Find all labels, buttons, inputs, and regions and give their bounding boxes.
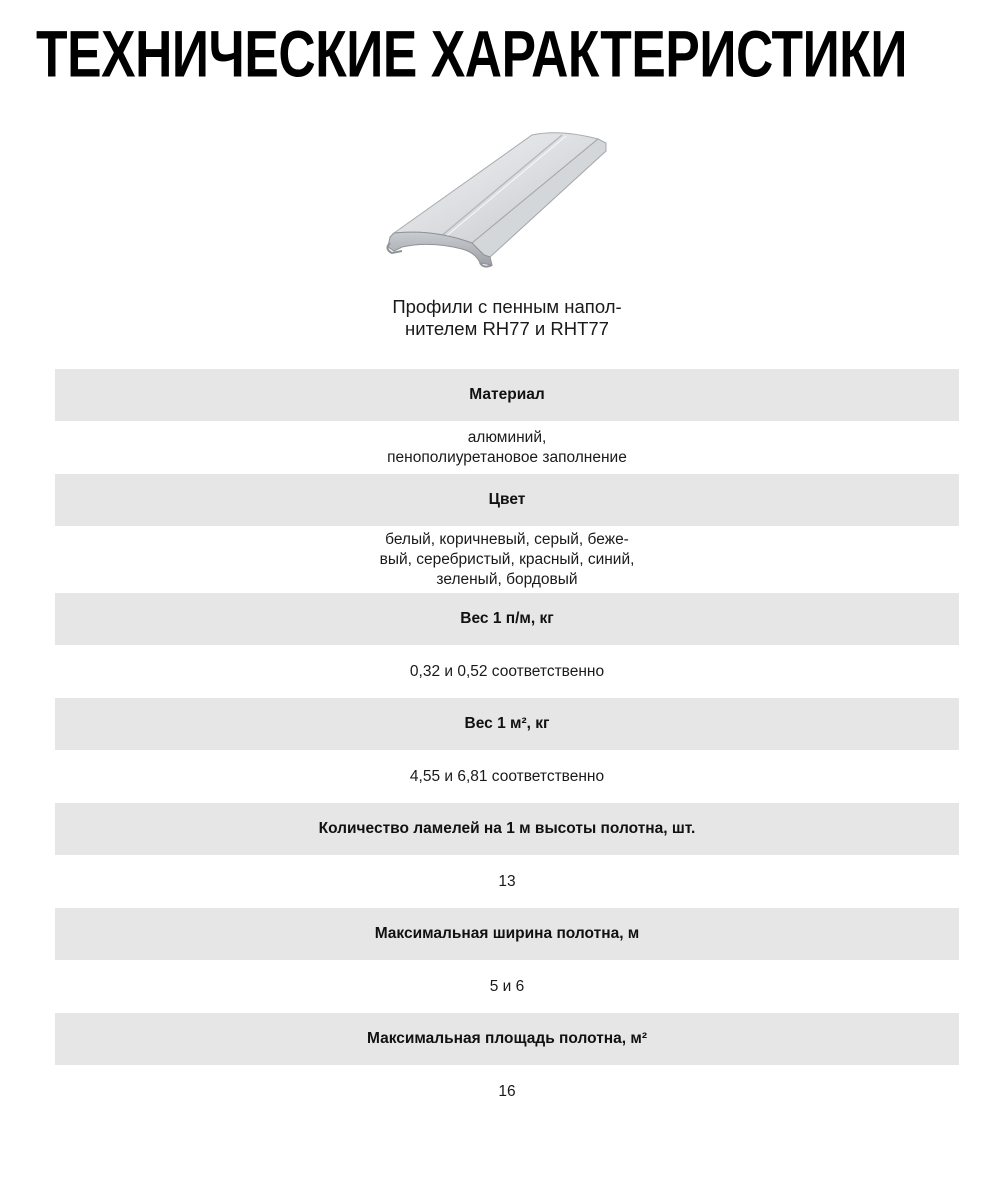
spec-value-max-width (55, 960, 959, 1013)
specifications-table (55, 369, 959, 1118)
spec-value-weight-per-sqm (55, 750, 959, 803)
spec-header-color: Цвет (55, 474, 959, 526)
spec-value-line: 0,32 и 0,52 соответственно (409, 662, 605, 680)
spec-value-line: 13 (498, 872, 516, 890)
caption-line-1: Профили с пенным напол- (392, 296, 622, 317)
aluminium-profile-icon (380, 125, 620, 275)
spec-value-line: пенополиуретановое заполнение (387, 448, 627, 466)
spec-value-material (55, 421, 959, 474)
caption-line-2: нителем RH77 и RHT77 (405, 318, 609, 339)
page-title: ТЕХНИЧЕСКИЕ ХАРАКТЕРИСТИКИ (36, 16, 908, 91)
spec-value-line: 5 и 6 (489, 977, 525, 995)
spec-value-color (55, 526, 959, 593)
spec-header-max-width: Максимальная ширина полотна, м (55, 908, 959, 960)
spec-value-line: зеленый, бордовый (436, 570, 578, 588)
spec-value-line: белый, коричневый, серый, беже- (385, 530, 629, 548)
spec-header-weight-per-meter: Вес 1 п/м, кг (55, 593, 959, 645)
spec-value-max-area (55, 1065, 959, 1118)
spec-value-line: 4,55 и 6,81 соответственно (409, 767, 605, 785)
spec-header-material: Материал (55, 369, 959, 421)
spec-header-max-area: Максимальная площадь полотна, м² (55, 1013, 959, 1065)
spec-header-slats-per-meter: Количество ламелей на 1 м высоты полотна, шт. (55, 803, 959, 855)
spec-value-line: алюминий, (467, 428, 547, 446)
spec-value-line: вый, серебристый, красный, синий, (379, 550, 635, 568)
spec-value-line: 16 (498, 1082, 516, 1100)
spec-value-slats-per-meter (55, 855, 959, 908)
profile-caption (300, 296, 714, 340)
spec-value-weight-per-meter (55, 645, 959, 698)
spec-header-weight-per-sqm: Вес 1 м², кг (55, 698, 959, 750)
